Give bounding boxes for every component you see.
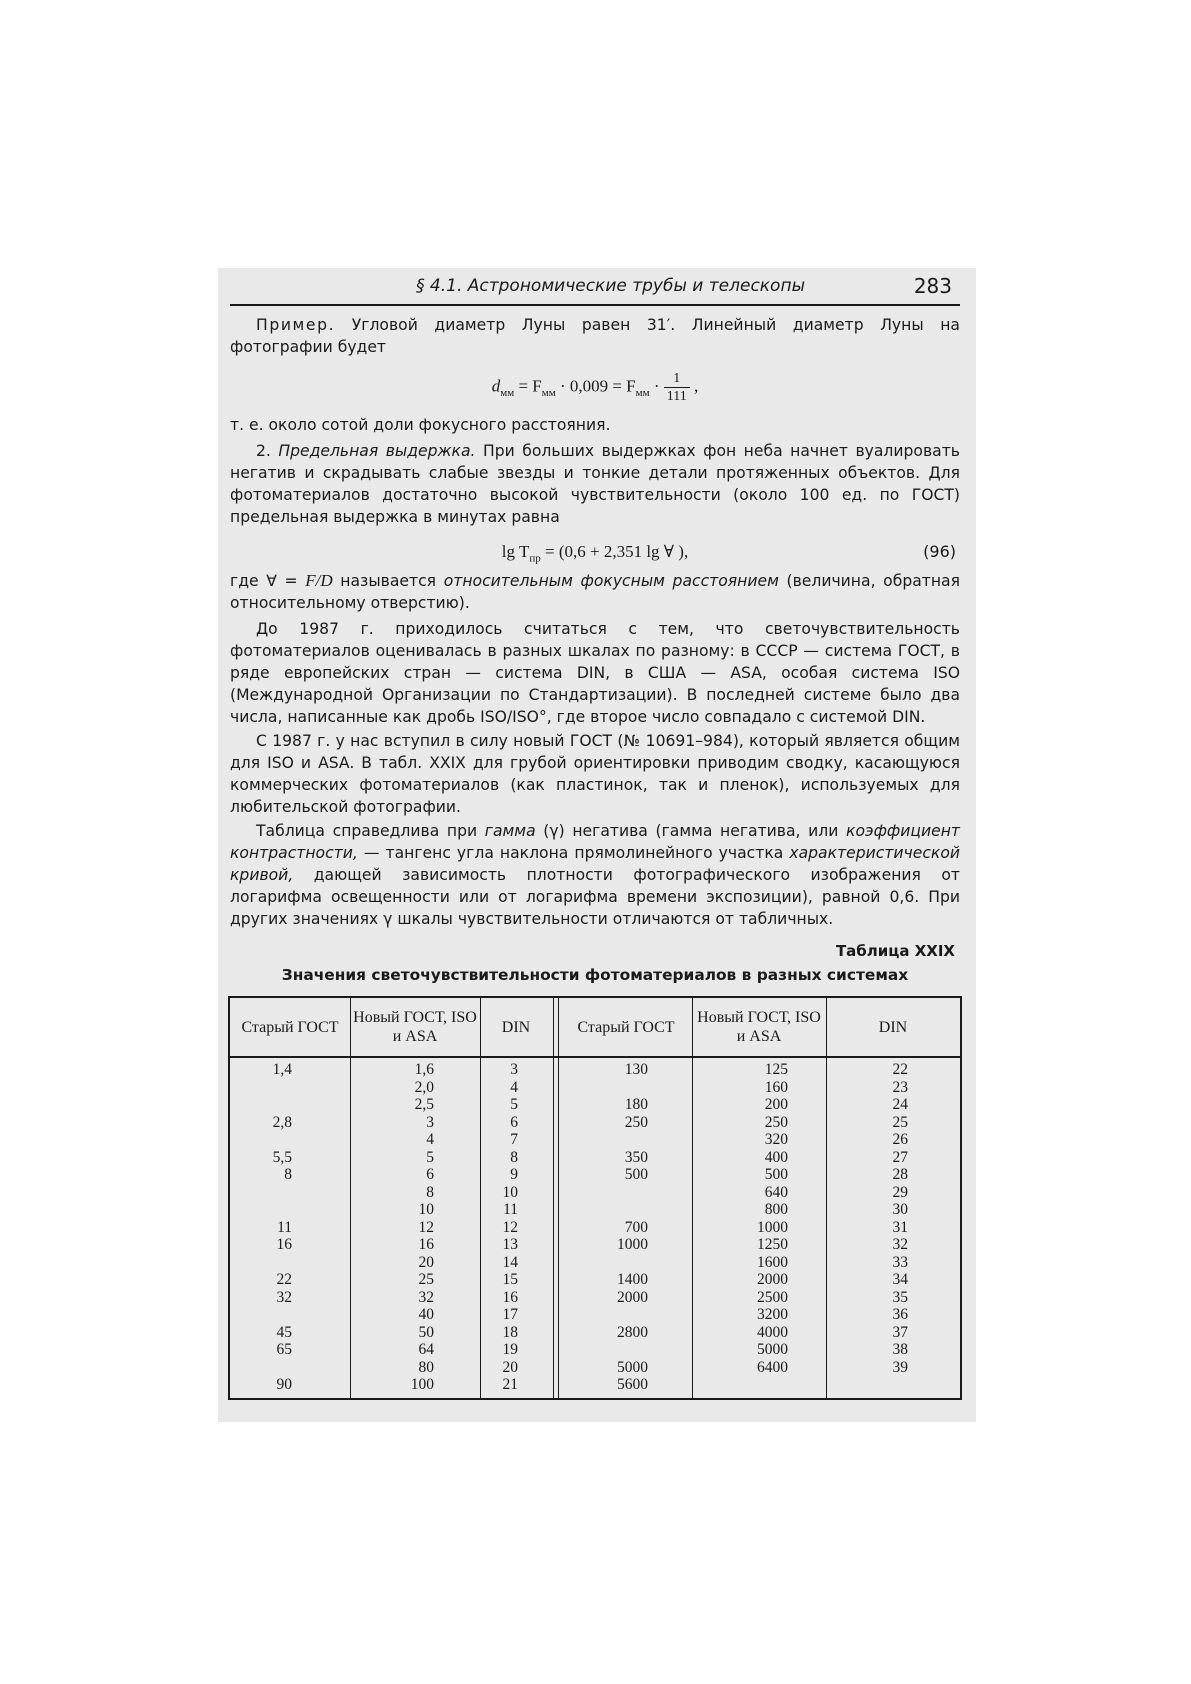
table-cell: 100 bbox=[410, 1376, 434, 1393]
table-cell: 23 bbox=[892, 1078, 908, 1096]
table-column-rule bbox=[350, 998, 351, 1398]
table-cell: 32 bbox=[418, 1288, 434, 1306]
table-cell: 50 bbox=[418, 1323, 434, 1341]
limit-exposure-term: Предельная выдержка. bbox=[278, 442, 476, 460]
example-text: Угловой диаметр Луны равен 31′. Линейный диаметр Луны на фотографии будет bbox=[230, 316, 960, 356]
table-cell: 32 bbox=[276, 1288, 292, 1306]
table-cell: 320 bbox=[764, 1131, 788, 1148]
table-cell: 40 bbox=[418, 1306, 434, 1323]
table-cell: 6400 bbox=[757, 1358, 788, 1376]
paragraph-limit-exposure: 2. Предельная выдержка. При больших выдержках фон неба начнет вуалировать негатив и скрадывать слабые звезды и тонкие детали протяженных объектов. Для фотоматериалов достаточно высокой чувствительности (около 100 ед. по ГОСТ) предельная выдержка в минутах равна bbox=[230, 442, 960, 526]
table-cell: 1,4 bbox=[272, 1061, 292, 1078]
table-cell: 13 bbox=[502, 1236, 518, 1253]
table-cell: 640 bbox=[764, 1183, 788, 1201]
table-cell: 500 bbox=[764, 1166, 788, 1183]
table-cell: 5600 bbox=[617, 1376, 648, 1393]
table-cell: 3 bbox=[510, 1061, 518, 1078]
table-cell: 5 bbox=[426, 1148, 434, 1166]
table-cell: 64 bbox=[418, 1341, 434, 1358]
table-cell: 2,5 bbox=[414, 1096, 434, 1113]
table-cell: 16 bbox=[502, 1288, 518, 1306]
table-cell: 6 bbox=[426, 1166, 434, 1183]
table-cell: 16 bbox=[418, 1236, 434, 1253]
paragraph-history: До 1987 г. приходилось считаться с тем, что светочувствительность фотоматериалов оценивалась в разных шкалах по разному: в СССР — система ГОСТ, в ряде европейских стран — система DIN, в США — ASA, особая система ISO (Международной Организации по Стандартизации). В последней системе было два числа, написанные как дробь ISO/ISO°, где второе число совпадало с системой DIN. bbox=[230, 620, 960, 726]
table-cell: 8 bbox=[510, 1148, 518, 1166]
table-header-cell: Старый ГОСТ bbox=[241, 1018, 339, 1036]
table-cell: 65 bbox=[276, 1341, 292, 1358]
table-cell: 2,0 bbox=[414, 1078, 434, 1096]
table-header-cell: Старый ГОСТ bbox=[577, 1018, 675, 1036]
table-cell: 27 bbox=[892, 1148, 908, 1166]
table-cell: 20 bbox=[502, 1358, 518, 1376]
table-cell: 6 bbox=[510, 1113, 518, 1131]
table-cell: 30 bbox=[892, 1201, 908, 1218]
table-column-rule bbox=[826, 998, 827, 1398]
table-cell: 2800 bbox=[617, 1323, 648, 1341]
table-cell: 10 bbox=[502, 1183, 518, 1201]
table-cell: 39 bbox=[892, 1358, 908, 1376]
table-cell: 1000 bbox=[617, 1236, 648, 1253]
table-cell: 80 bbox=[418, 1358, 434, 1376]
formula-96: $\lg T_{пр} = (0,6 + 2,351$ lg ∀ ), (96) bbox=[501, 542, 956, 565]
section-title: § 4.1. Астрономические трубы и телескопы bbox=[416, 276, 805, 296]
table-cell: 10 bbox=[418, 1201, 434, 1218]
table-cell: 4 bbox=[510, 1078, 518, 1096]
paragraph-new-gost: С 1987 г. у нас вступил в силу новый ГОСТ (№ 10691–984), который является общим для ISO и ASA. В табл. XXIX для грубой ориентировки приводим сводку, касающуюся коммерческих фотоматериалов (как пластинок, так и пленок), используемых для любительской фотографии. bbox=[230, 732, 960, 816]
table-cell: 21 bbox=[502, 1376, 518, 1393]
table-cell: 35 bbox=[892, 1288, 908, 1306]
table-cell: 5000 bbox=[757, 1341, 788, 1358]
table-header-cell: DIN bbox=[501, 1018, 531, 1036]
table-cell: 12 bbox=[502, 1218, 518, 1236]
table-cell: 800 bbox=[764, 1201, 788, 1218]
table-cell: 34 bbox=[892, 1271, 908, 1288]
table-cell: 22 bbox=[892, 1061, 908, 1078]
table-cell: 500 bbox=[624, 1166, 648, 1183]
table-cell: 20 bbox=[418, 1253, 434, 1271]
table-cell: 1,6 bbox=[414, 1061, 434, 1078]
table-column-rule bbox=[692, 998, 693, 1398]
table-cell: 26 bbox=[892, 1131, 908, 1148]
fraction: $\frac{1}{111}$ bbox=[664, 370, 690, 405]
table-cell: 5,5 bbox=[272, 1148, 292, 1166]
table-cell: 700 bbox=[624, 1218, 648, 1236]
table-cell: 31 bbox=[892, 1218, 908, 1236]
table-cell: 29 bbox=[892, 1183, 908, 1201]
table-cell: 160 bbox=[764, 1078, 788, 1096]
table-cell: 45 bbox=[276, 1323, 292, 1341]
sensitivity-table bbox=[228, 996, 962, 1400]
table-cell: 24 bbox=[892, 1096, 908, 1113]
table-cell: 28 bbox=[892, 1166, 908, 1183]
table-cell: 1000 bbox=[757, 1218, 788, 1236]
equation-number: (96) bbox=[923, 542, 956, 561]
table-cell: 2,8 bbox=[272, 1113, 292, 1131]
table-cell: 130 bbox=[624, 1061, 648, 1078]
table-cell: 11 bbox=[277, 1218, 292, 1236]
table-cell: 8 bbox=[426, 1183, 434, 1201]
table-cell: 32 bbox=[892, 1236, 908, 1253]
table-cell: 2000 bbox=[617, 1288, 648, 1306]
table-header-cell: DIN bbox=[878, 1018, 908, 1036]
table-cell: 4000 bbox=[757, 1323, 788, 1341]
table-label: Таблица XXIX bbox=[835, 942, 955, 960]
table-cell: 14 bbox=[502, 1253, 518, 1271]
table-cell: 3 bbox=[426, 1113, 434, 1131]
example-lead: Пример. bbox=[256, 316, 336, 334]
table-cell: 400 bbox=[764, 1148, 788, 1166]
table-cell: 22 bbox=[276, 1271, 292, 1288]
table-cell: 180 bbox=[624, 1096, 648, 1113]
table-cell: 2500 bbox=[757, 1288, 788, 1306]
table-cell: 4 bbox=[426, 1131, 434, 1148]
table-cell: 90 bbox=[276, 1376, 292, 1393]
table-cell: 8 bbox=[284, 1166, 292, 1183]
table-cell: 17 bbox=[502, 1306, 518, 1323]
table-cell: 1400 bbox=[617, 1271, 648, 1288]
table-title: Значения светочувствительности фотоматериалов в разных системах bbox=[281, 966, 909, 984]
table-cell: 125 bbox=[764, 1061, 788, 1078]
table-cell: 18 bbox=[502, 1323, 518, 1341]
table-cell: 9 bbox=[510, 1166, 518, 1183]
table-cell: 3200 bbox=[757, 1306, 788, 1323]
paragraph-relative-focal: где ∀ = F/D называется относительным фокусным расстоянием (величина, обратная относительному отверстию). bbox=[230, 571, 960, 612]
table-column-rule bbox=[480, 998, 481, 1398]
table-cell: 19 bbox=[502, 1341, 518, 1358]
table-cell: 200 bbox=[764, 1096, 788, 1113]
table-cell: 25 bbox=[892, 1113, 908, 1131]
table-cell: 7 bbox=[510, 1131, 518, 1148]
paragraph-gamma: Таблица справедлива при гамма (γ) негатива (гамма негатива, или коэффициент контрастности, — тангенс угла наклона прямолинейного участка характеристической кривой, дающей зависимость плотности фотографического изображения от логарифма освещенности или от логарифма времени экспозиции), равной 0,6. При других значениях γ шкалы чувствительности отличаются от табличных. bbox=[230, 822, 960, 928]
table-header-cell: Новый ГОСТ, ISO и ASA bbox=[697, 1009, 821, 1045]
table-cell: 2000 bbox=[757, 1271, 788, 1288]
table-cell: 25 bbox=[418, 1271, 434, 1288]
table-cell: 5000 bbox=[617, 1358, 648, 1376]
table-cell: 250 bbox=[624, 1113, 648, 1131]
table-cell: 36 bbox=[892, 1306, 908, 1323]
table-cell: 1250 bbox=[757, 1236, 788, 1253]
paragraph-example bbox=[230, 314, 960, 358]
table-double-rule bbox=[553, 998, 559, 1398]
table-cell: 11 bbox=[503, 1201, 518, 1218]
table-cell: 15 bbox=[502, 1271, 518, 1288]
table-cell: 250 bbox=[764, 1113, 788, 1131]
table-cell: 38 bbox=[892, 1341, 908, 1358]
table-cell: 37 bbox=[892, 1323, 908, 1341]
table-cell: 350 bbox=[624, 1148, 648, 1166]
paragraph-example-end: т. е. около сотой доли фокусного расстояния. bbox=[230, 416, 611, 434]
table-cell: 1600 bbox=[757, 1253, 788, 1271]
page-number: 283 bbox=[913, 274, 952, 298]
running-header bbox=[230, 274, 960, 306]
table-cell: 16 bbox=[276, 1236, 292, 1253]
formula-moon-diameter: $d_{мм} = F_{мм} \cdot 0,009 = F_{мм}$ · $\frac{1}{111}$ , bbox=[491, 371, 699, 404]
table-cell: 33 bbox=[892, 1253, 908, 1271]
table-header-cell: Новый ГОСТ, ISO и ASA bbox=[353, 1009, 477, 1045]
table-cell: 12 bbox=[418, 1218, 434, 1236]
table-cell: 5 bbox=[510, 1096, 518, 1113]
